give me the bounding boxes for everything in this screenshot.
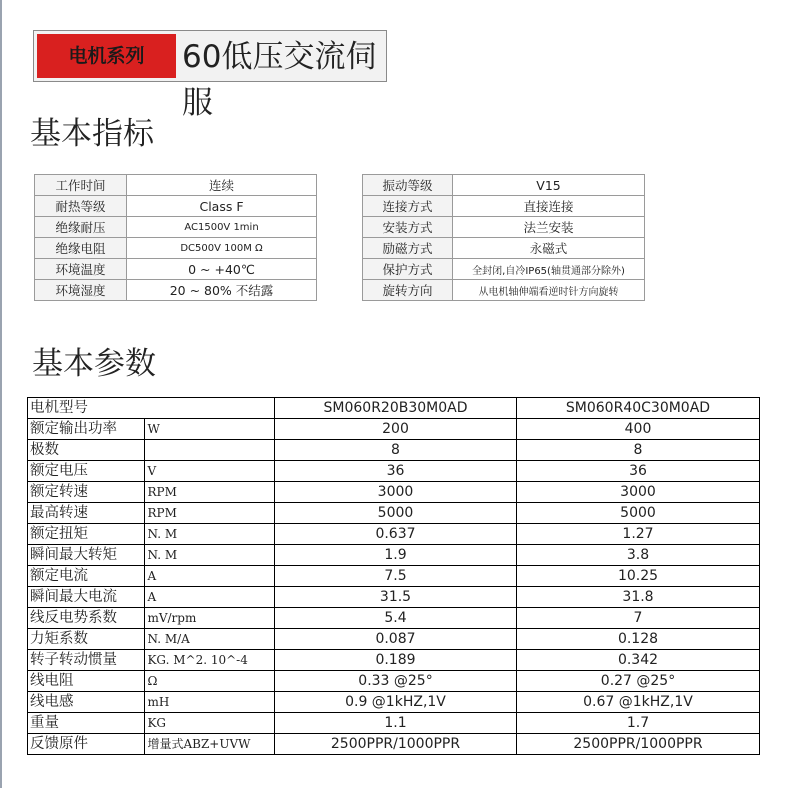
param-label: 瞬间最大电流 <box>28 587 145 608</box>
param-unit: A <box>145 587 275 608</box>
series-tag: 电机系列 <box>37 34 176 78</box>
spec-value: 20 ~ 80% 不结露 <box>127 280 317 301</box>
param-unit: mH <box>145 692 275 713</box>
header-model-1: SM060R20B30M0AD <box>275 398 517 419</box>
spec-key: 旋转方向 <box>363 280 453 301</box>
param-model-2: 3000 <box>517 482 760 503</box>
param-model-1: 1.9 <box>275 545 517 566</box>
param-label: 力矩系数 <box>28 629 145 650</box>
param-unit: V <box>145 461 275 482</box>
param-model-2: 36 <box>517 461 760 482</box>
param-label: 反馈原件 <box>28 734 145 755</box>
param-label: 极数 <box>28 440 145 461</box>
param-model-2: 400 <box>517 419 760 440</box>
params-row <box>28 587 760 608</box>
param-model-2: 7 <box>517 608 760 629</box>
param-model-1: 31.5 <box>275 587 517 608</box>
param-unit: N. M/A <box>145 629 275 650</box>
spec-row <box>35 259 317 280</box>
param-label: 最高转速 <box>28 503 145 524</box>
page-left-border <box>0 0 2 788</box>
spec-key: 保护方式 <box>363 259 453 280</box>
param-unit: KG <box>145 713 275 734</box>
spec-row <box>363 217 645 238</box>
spec-key: 工作时间 <box>35 175 127 196</box>
spec-key: 连接方式 <box>363 196 453 217</box>
spec-key: 环境温度 <box>35 259 127 280</box>
params-row <box>28 482 760 503</box>
spec-value: 直接连接 <box>453 196 645 217</box>
param-label: 额定扭矩 <box>28 524 145 545</box>
params-header-row <box>28 398 760 419</box>
spec-row <box>363 238 645 259</box>
spec-key: 绝缘电阻 <box>35 238 127 259</box>
param-model-2: 1.27 <box>517 524 760 545</box>
param-unit: Ω <box>145 671 275 692</box>
params-row <box>28 545 760 566</box>
spec-row <box>363 196 645 217</box>
params-row <box>28 734 760 755</box>
spec-key: 绝缘耐压 <box>35 217 127 238</box>
spec-value: AC1500V 1min <box>127 217 317 238</box>
param-model-1: 0.33 @25° <box>275 671 517 692</box>
section-title-basic-specs: 基本指标 <box>30 116 154 152</box>
params-row <box>28 419 760 440</box>
param-model-2: 1.7 <box>517 713 760 734</box>
param-model-1: 0.637 <box>275 524 517 545</box>
header-banner <box>33 30 387 121</box>
params-row <box>28 713 760 734</box>
header-model-2: SM060R40C30M0AD <box>517 398 760 419</box>
param-model-2: 31.8 <box>517 587 760 608</box>
spec-value: V15 <box>453 175 645 196</box>
spec-row <box>363 259 645 280</box>
spec-value: DC500V 100M Ω <box>127 238 317 259</box>
spec-key: 环境湿度 <box>35 280 127 301</box>
param-label: 线电阻 <box>28 671 145 692</box>
header-label-cell: 电机型号 <box>28 398 275 419</box>
param-label: 额定输出功率 <box>28 419 145 440</box>
spec-row <box>35 238 317 259</box>
param-model-1: 0.087 <box>275 629 517 650</box>
spec-key: 安装方式 <box>363 217 453 238</box>
param-label: 额定电压 <box>28 461 145 482</box>
spec-row <box>35 175 317 196</box>
param-label: 线电感 <box>28 692 145 713</box>
param-unit: N. M <box>145 545 275 566</box>
spec-value: 连续 <box>127 175 317 196</box>
params-row <box>28 671 760 692</box>
page-title: 60低压交流伺服 <box>182 39 377 121</box>
param-unit: KG. M^2. 10^-4 <box>145 650 275 671</box>
param-model-2: 8 <box>517 440 760 461</box>
param-model-1: 8 <box>275 440 517 461</box>
params-row <box>28 629 760 650</box>
param-unit: 增量式ABZ+UVW <box>145 734 275 755</box>
spec-key: 振动等级 <box>363 175 453 196</box>
param-unit: RPM <box>145 482 275 503</box>
spec-table-right <box>362 174 645 301</box>
spec-value: 从电机轴伸端看逆时针方向旋转 <box>453 280 645 301</box>
param-model-1: 5000 <box>275 503 517 524</box>
params-row <box>28 650 760 671</box>
param-model-1: 0.9 @1kHZ,1V <box>275 692 517 713</box>
param-model-2: 0.128 <box>517 629 760 650</box>
params-row <box>28 566 760 587</box>
param-label: 瞬间最大转矩 <box>28 545 145 566</box>
spec-value: 0 ~ +40℃ <box>127 259 317 280</box>
param-unit: W <box>145 419 275 440</box>
params-row <box>28 440 760 461</box>
param-label: 额定电流 <box>28 566 145 587</box>
param-model-2: 2500PPR/1000PPR <box>517 734 760 755</box>
param-unit: A <box>145 566 275 587</box>
params-row <box>28 608 760 629</box>
param-model-2: 5000 <box>517 503 760 524</box>
param-model-1: 1.1 <box>275 713 517 734</box>
spec-value: 全封闭,自冷IP65(轴贯通部分除外) <box>453 259 645 280</box>
param-model-1: 0.189 <box>275 650 517 671</box>
param-unit <box>145 440 275 461</box>
param-model-2: 3.8 <box>517 545 760 566</box>
spec-row <box>35 217 317 238</box>
spec-key: 励磁方式 <box>363 238 453 259</box>
spec-row <box>35 280 317 301</box>
param-unit: mV/rpm <box>145 608 275 629</box>
spec-row <box>363 175 645 196</box>
spec-table-left <box>34 174 317 301</box>
spec-value: 永磁式 <box>453 238 645 259</box>
params-row <box>28 524 760 545</box>
spec-key: 耐热等级 <box>35 196 127 217</box>
param-label: 线反电势系数 <box>28 608 145 629</box>
params-row <box>28 461 760 482</box>
param-model-2: 0.67 @1kHZ,1V <box>517 692 760 713</box>
param-model-1: 3000 <box>275 482 517 503</box>
param-model-1: 36 <box>275 461 517 482</box>
param-label: 额定转速 <box>28 482 145 503</box>
param-label: 转子转动惯量 <box>28 650 145 671</box>
param-model-2: 0.27 @25° <box>517 671 760 692</box>
param-label: 重量 <box>28 713 145 734</box>
section-title-basic-params: 基本参数 <box>32 346 156 382</box>
spec-row <box>35 196 317 217</box>
param-unit: RPM <box>145 503 275 524</box>
params-row <box>28 503 760 524</box>
params-row <box>28 692 760 713</box>
spec-value: 法兰安装 <box>453 217 645 238</box>
param-model-2: 10.25 <box>517 566 760 587</box>
param-model-1: 200 <box>275 419 517 440</box>
param-unit: N. M <box>145 524 275 545</box>
spec-value: Class F <box>127 196 317 217</box>
params-table <box>27 397 760 755</box>
param-model-1: 2500PPR/1000PPR <box>275 734 517 755</box>
param-model-1: 5.4 <box>275 608 517 629</box>
param-model-1: 7.5 <box>275 566 517 587</box>
spec-row <box>363 280 645 301</box>
param-model-2: 0.342 <box>517 650 760 671</box>
